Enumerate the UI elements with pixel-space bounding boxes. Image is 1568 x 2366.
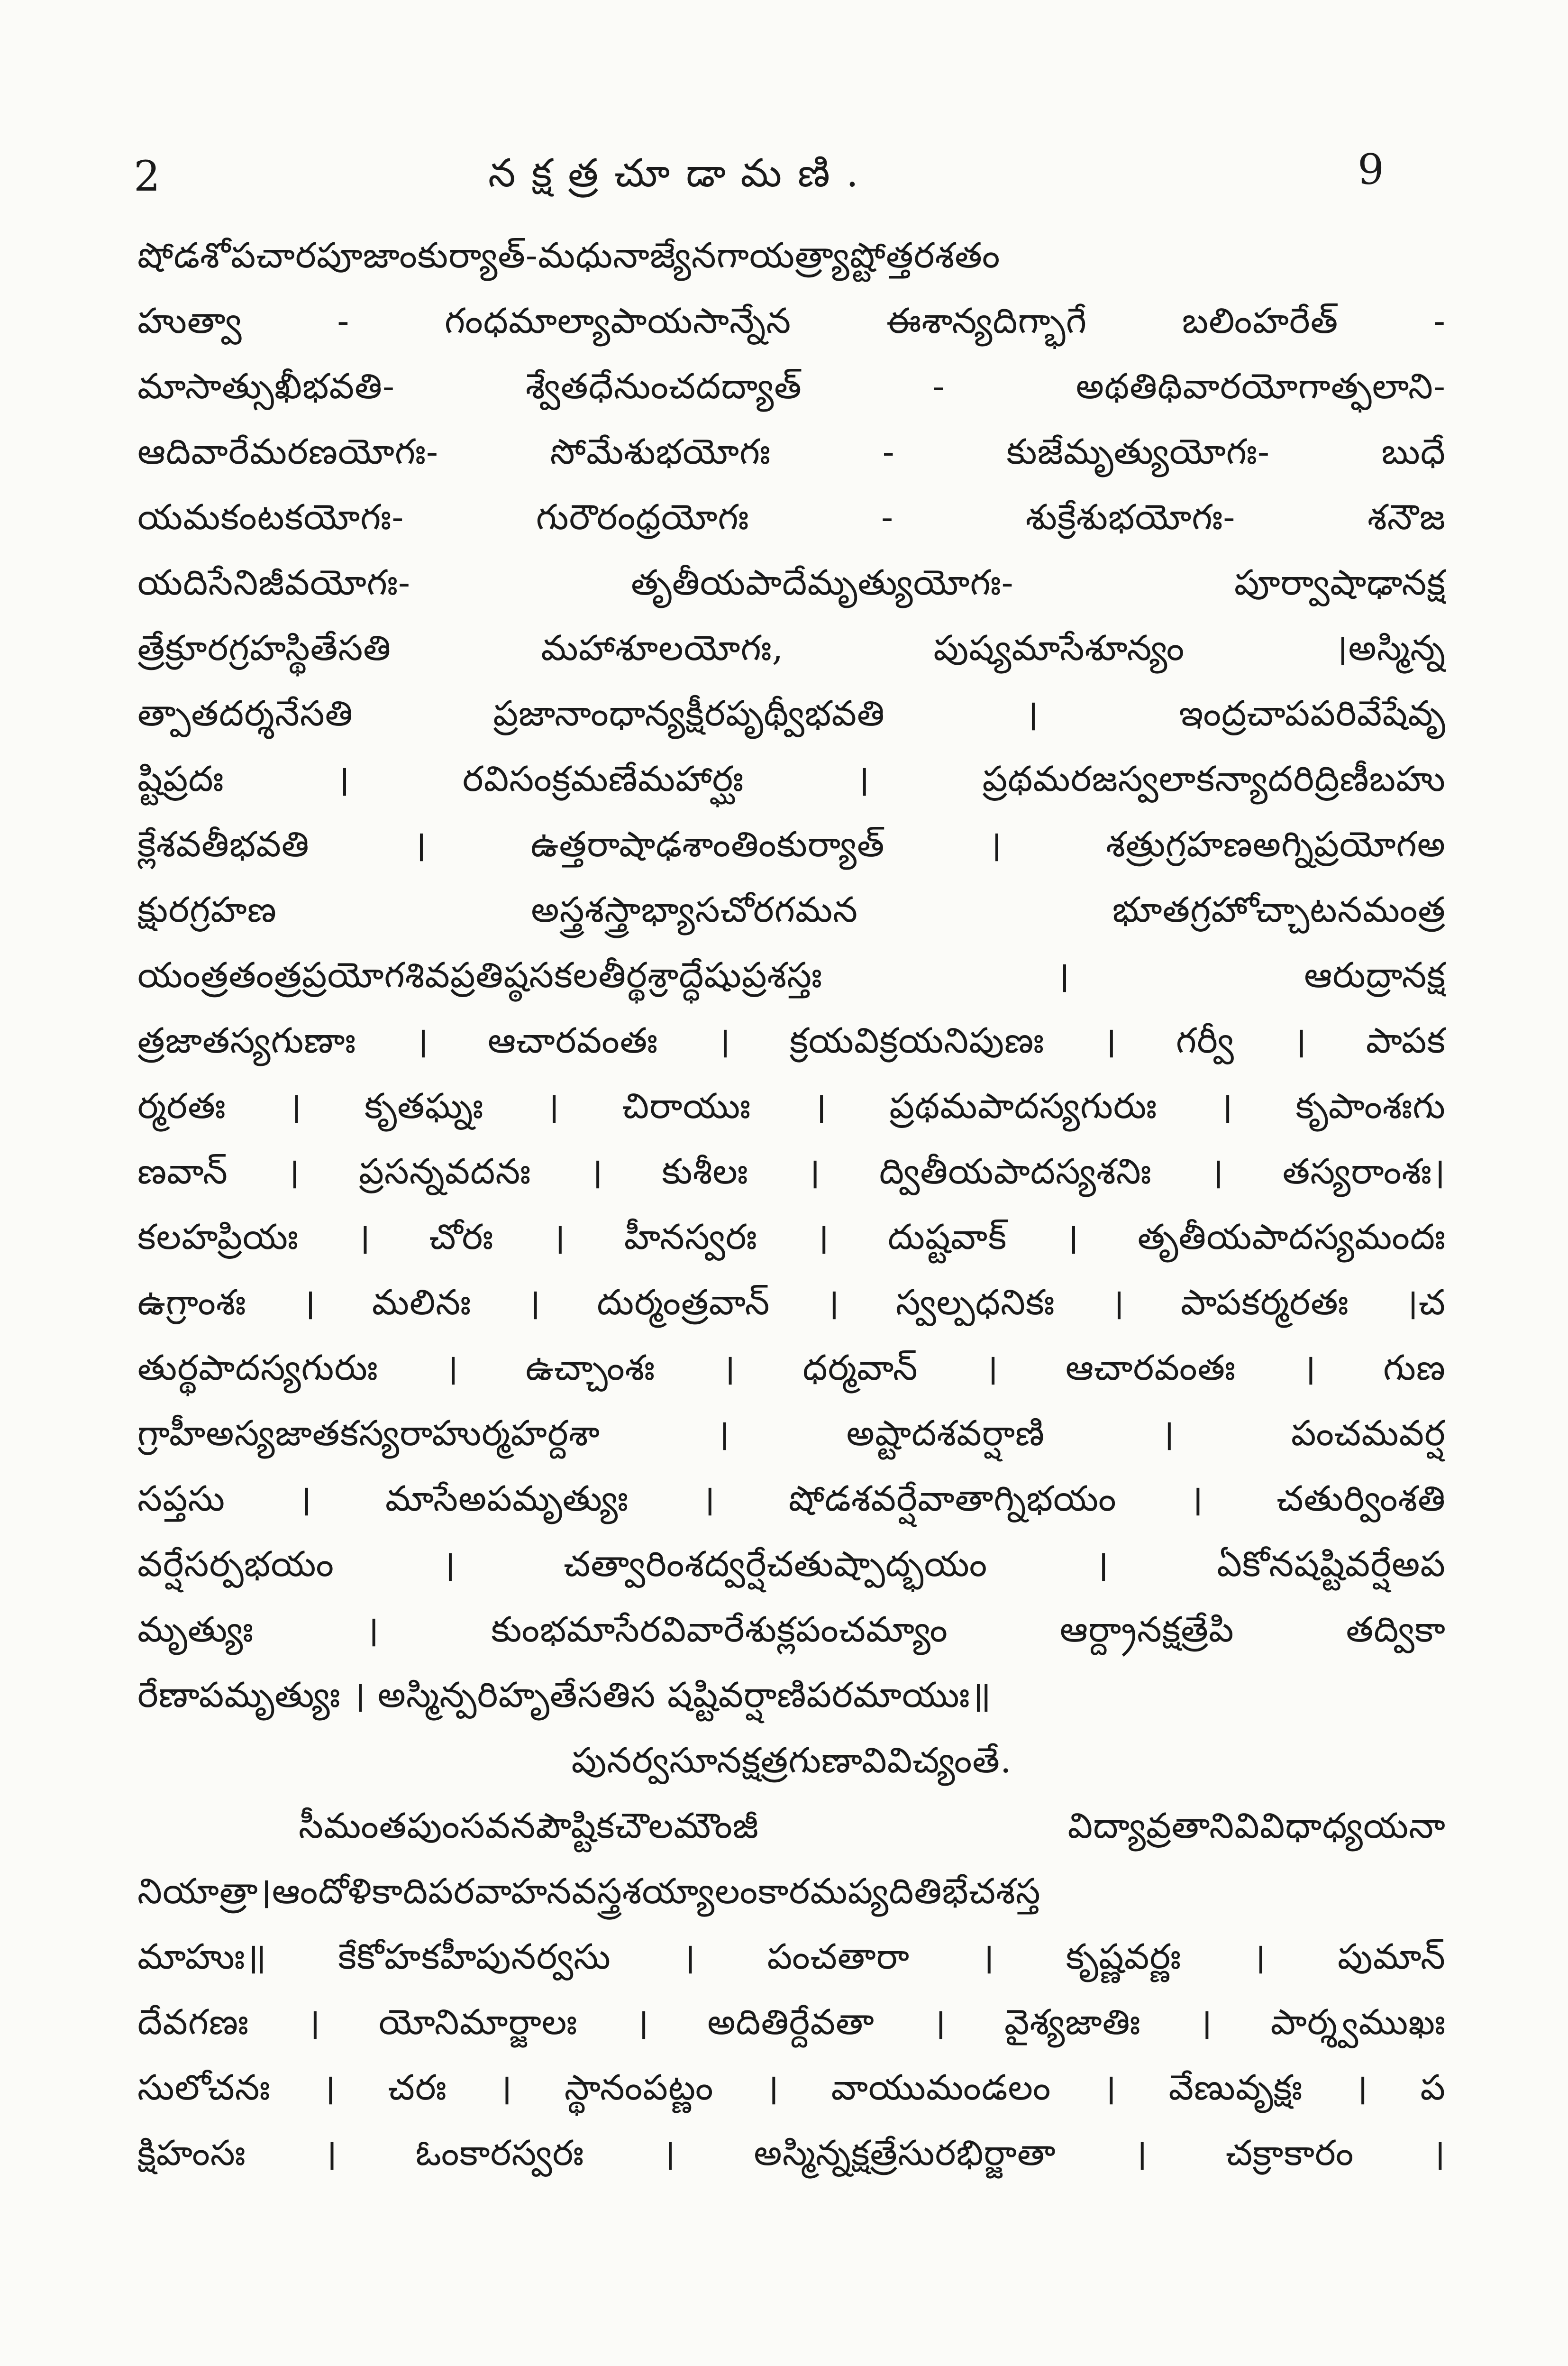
text-line: షోడశోపచారపూజాంకుర్యాత్-మధునాజ్యేనగాయత్ర్యాష్టోత్తరశతం (137, 235, 1001, 276)
text-line: తుర్థపాదస్యగురుః । ఉచ్చాంశః । ధర్మవాన్ । ఆచారవంతః । గుణ (137, 1348, 1446, 1388)
text-line: సప్తసు । మాసేఅపమృత్యుః । షోడశవర్షేవాతాగ్నిభయం । చతుర్వింశతి (137, 1478, 1446, 1519)
text-line: నియాత్రా।ఆందోళికాదిపరవాహనవస్త్రశయ్యాలంకారమప్యదితిభేచశస్త (137, 1871, 1041, 1912)
section-heading: పునర్వసూనక్షత్రగుణావివిచ్యంతే. (571, 1740, 1012, 1781)
running-title: నక్షత్రచూడామణి. (488, 151, 875, 196)
text-line: హుత్వా - గంధమాల్యాపాయసాన్నేన ఈశాన్యదిగ్భాగే బలింహరేత్ - (137, 301, 1446, 341)
text-line: కలహప్రియః । చోరః । హీనస్వరః । దుష్టవాక్ । తృతీయపాదస్యమందః (137, 1217, 1446, 1257)
text-line: యమకంటకయోగః- గురౌరంధ్రయోగః - శుక్రేశుభయోగః- శనౌజ (137, 497, 1446, 538)
text-line: ణవాన్ । ప్రసన్నవదనః । కుశీలః । ద్వితీయపాదస్యశనిః । తస్యరాంశః। (137, 1151, 1446, 1192)
text-line: ఆదివారేమరణయోగః- సోమేశుభయోగః - కుజేమృత్యుయోగః- బుధే (137, 431, 1446, 472)
text-line: మాహుః॥ కేకోహకహీపునర్వసు । పంచతారా । కృష్ణవర్ణః । పుమాన్ (137, 1936, 1446, 1977)
body-text (137, 223, 1446, 2186)
text-line: సులోచనః । చరః । స్థానంపట్ణం । వాయుమండలం । వేణువృక్షః । ప (137, 2067, 1446, 2108)
text-line: యంత్రతంత్రప్రయోగశివప్రతిష్ఠసకలతీర్థశ్రాద్ధేషుప్రశస్తః । ఆరుద్రానక్ష (137, 955, 1446, 996)
text-line: క్లేశవతీభవతి । ఉత్తరాషాఢశాంతింకుర్యాత్ । శత్రుగ్రహణఅగ్నిప్రయోగఅ (137, 824, 1446, 865)
text-line: మృత్యుః । కుంభమాసేరవివారేశుక్లపంచమ్యాం ఆర్ద్రానక్షత్రేపి తద్వికా (137, 1609, 1446, 1650)
text-line: వర్షేసర్పభయం । చత్వారింశద్వర్షేచతుష్పాద్భయం । ఏకోనషష్టివర్షేఅప (137, 1544, 1446, 1585)
page-number-right: 9 (1358, 145, 1384, 194)
text-line: యదిసేనిజీవయోగః- తృతీయపాదేమృత్యుయోగః- పూర్వాషాఢానక్ష (137, 562, 1446, 603)
page-number-left: 2 (134, 152, 160, 201)
page-header (128, 142, 1384, 209)
text-line: త్పాతదర్శనేసతి ప్రజానాంధాన్యక్షీరపృథ్వీభవతి । ఇంద్రచాపపరివేషేవృ (137, 693, 1446, 734)
text-line: త్రజాతస్యగుణాః । ఆచారవంతః । క్రయవిక్రయనిపుణః । గర్వీ । పాపక (137, 1020, 1446, 1061)
text-line: మాసాత్సుఖీభవతి- శ్వేతధేనుంచదద్యాత్ - అథతిథివారయోగాత్ఫలాని- (137, 366, 1446, 407)
text-line: ఉగ్రాంశః । మలినః । దుర్మంత్రవాన్ । స్వల్పధనికః । పాపకర్మరతః ।చ (137, 1282, 1446, 1323)
text-line: ర్మరతః । కృతఘ్నః । చిరాయుః । ప్రథమపాదస్యగురుః । కృపాంశఃగు (137, 1086, 1446, 1127)
text-line: త్రేక్రూరగ్రహస్థితేసతి మహాశూలయోగః, పుష్యమాసేశూన్యం ।అస్మిన్న (137, 628, 1446, 669)
text-line: రేణాపమృత్యుః । అస్మిన్పరిహృతేసతిస షష్టివర్షాణిపరమాయుః॥ (137, 1675, 992, 1715)
text-line: క్షురగ్రహణ అస్త్రశస్త్రాభ్యాసచోరగమన భూతగ్రహోచ్చాటనమంత్ర (137, 890, 1446, 930)
text-line: గ్రాహీఅస్యజాతకస్యరాహుర్మహర్దశా । అష్టాదశవర్షాణి । పంచమవర్ష (137, 1413, 1446, 1454)
text-line: ష్టిప్రదః । రవిసంక్రమణేమహార్ఘః । ప్రథమరజస్వలాకన్యాదరిద్రిణీబహు (137, 759, 1446, 799)
text-line: క్షిహంసః । ఓంకారస్వరః । అస్మిన్నక్షత్రేసురభిర్జాతా । చక్రాకారం । (137, 2133, 1446, 2173)
text-line: సీమంతపుంసవనపౌష్టికచౌలమౌంజీ విద్యావ్రతానివివిధాధ్యయనా (299, 1806, 1446, 1846)
text-line: దేవగణః । యోనిమార్జాలః । అదితిర్దేవతా । వైశ్యజాతిః । పార్శ్వముఖః (137, 2002, 1446, 2043)
